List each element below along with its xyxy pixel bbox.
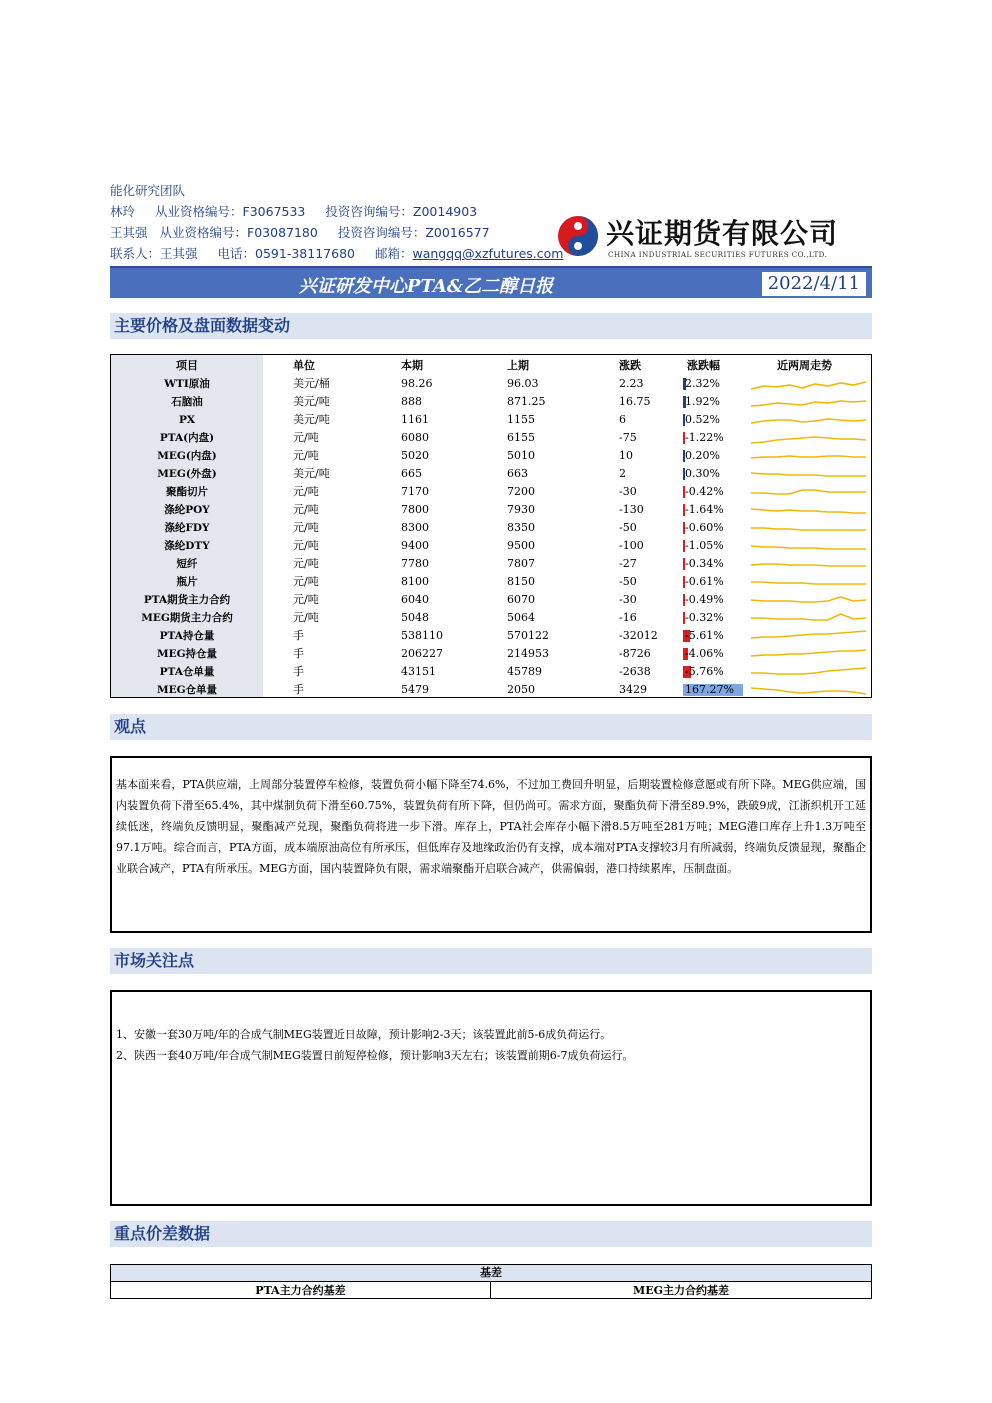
analyst-name: 林玲: [110, 204, 136, 219]
previous-value: 8350: [507, 521, 535, 534]
consult-label: 投资咨询编号：: [325, 204, 413, 219]
pct-cell: [683, 519, 745, 537]
current-value: 9400: [401, 539, 429, 552]
previous-value: 7200: [507, 485, 535, 498]
section-view-header: 观点: [110, 714, 872, 740]
current-value: 665: [401, 467, 422, 480]
current-value: 8300: [401, 521, 429, 534]
trend-cell: [749, 393, 869, 411]
cert-label: 从业资格编号：: [155, 204, 243, 219]
previous-value: 2050: [507, 683, 535, 696]
item-name: MEG仓单量: [156, 684, 218, 696]
current-value: 7800: [401, 503, 429, 516]
trend-sparkline: [749, 682, 869, 698]
table-row: [111, 375, 871, 393]
logo-english-name: CHINA INDUSTRIAL SECURITIES FUTURES CO.,LTD.: [608, 250, 828, 259]
table-row: [111, 411, 871, 429]
pct-text: 1.92%: [685, 395, 720, 408]
current-value: 6080: [401, 431, 429, 444]
table-row: [111, 537, 871, 555]
change-value: -32012: [619, 629, 658, 642]
pct-cell: [683, 645, 745, 663]
pct-cell: [683, 573, 745, 591]
pct-text: -0.42%: [685, 485, 724, 498]
pct-cell: [683, 555, 745, 573]
trend-cell: [749, 483, 869, 501]
header-previous: 上期: [507, 359, 529, 372]
phone-label: 电话：: [217, 246, 256, 261]
trend-sparkline: [749, 430, 869, 446]
section-prices-header: 主要价格及盘面数据变动: [110, 313, 872, 339]
pct-cell: [683, 537, 745, 555]
trend-cell: [749, 555, 869, 573]
change-value: -8726: [619, 647, 651, 660]
report-title-bar: [110, 266, 872, 298]
unit-cell: 美元/桶: [293, 377, 330, 390]
pct-cell: [683, 447, 745, 465]
current-value: 98.26: [401, 377, 433, 390]
pct-text: 2.32%: [685, 377, 720, 390]
trend-cell: [749, 411, 869, 429]
previous-value: 570122: [507, 629, 549, 642]
focus-item-1: 1、安徽一套30万吨/年的合成气制MEG装置近日故障，预计影响2-3天；该装置此前5-6成负荷运行。: [116, 1028, 612, 1041]
item-name: 涤纶POY: [164, 504, 210, 516]
unit-cell: 元/吨: [293, 575, 319, 588]
item-name: PX: [178, 414, 196, 426]
previous-value: 6155: [507, 431, 535, 444]
table-header-row: [111, 357, 871, 375]
report-date: 2022/4/11: [762, 272, 866, 296]
trend-sparkline: [749, 520, 869, 536]
analyst-name: 王其强: [110, 225, 148, 240]
trend-cell: [749, 609, 869, 627]
change-value: 6: [619, 413, 626, 426]
contact-name: 王其强: [160, 246, 198, 261]
change-value: 10: [619, 449, 633, 462]
unit-cell: 元/吨: [293, 503, 319, 516]
trend-cell: [749, 627, 869, 645]
trend-sparkline: [749, 538, 869, 554]
pct-text: -1.05%: [685, 539, 724, 552]
pct-text: -0.49%: [685, 593, 724, 606]
analyst-row-2: [110, 222, 563, 243]
table-row: [111, 645, 871, 663]
unit-cell: 手: [293, 647, 304, 660]
focus-item-2: 2、陕西一套40万吨/年合成气制MEG装置日前短停检修，预计影响3天左右；该装置前期6-7成负荷运行。: [116, 1049, 634, 1062]
item-name: MEG期货主力合约: [141, 612, 233, 624]
current-value: 1161: [401, 413, 429, 426]
basis-table: [110, 1264, 872, 1299]
item-name: PTA期货主力合约: [143, 594, 231, 606]
consult-label: 投资咨询编号：: [337, 225, 426, 240]
pct-cell: [683, 429, 745, 447]
unit-cell: 元/吨: [293, 485, 319, 498]
previous-value: 663: [507, 467, 528, 480]
company-logo-icon: [556, 214, 600, 258]
change-value: 2.23: [619, 377, 644, 390]
team-name: 能化研究团队: [110, 183, 186, 198]
current-value: 7780: [401, 557, 429, 570]
trend-sparkline: [749, 448, 869, 464]
unit-cell: 元/吨: [293, 449, 319, 462]
unit-cell: 元/吨: [293, 557, 319, 570]
change-value: -16: [619, 611, 637, 624]
item-name: 涤纶DTY: [164, 540, 210, 552]
email-link[interactable]: wangqq@xzfutures.com: [412, 246, 564, 261]
table-row: [111, 681, 871, 699]
table-row: [111, 447, 871, 465]
item-name: PTA仓单量: [159, 666, 215, 678]
trend-sparkline: [749, 484, 869, 500]
trend-sparkline: [749, 592, 869, 608]
pct-cell: [683, 681, 745, 699]
pct-cell: [683, 501, 745, 519]
previous-value: 6070: [507, 593, 535, 606]
previous-value: 5010: [507, 449, 535, 462]
pct-text: -0.32%: [685, 611, 724, 624]
contact-label: 联系人：: [110, 246, 161, 261]
logo-chinese-name: 兴证期货有限公司: [606, 217, 839, 250]
current-value: 8100: [401, 575, 429, 588]
trend-cell: [749, 681, 869, 699]
basis-title: 基差: [111, 1265, 871, 1282]
section-focus-header: 市场关注点: [110, 948, 872, 974]
item-name: MEG持仓量: [156, 648, 218, 660]
trend-sparkline: [749, 664, 869, 680]
pct-cell: [683, 591, 745, 609]
pct-cell: [683, 375, 745, 393]
item-name: 短纤: [176, 558, 198, 570]
trend-sparkline: [749, 628, 869, 644]
change-value: -50: [619, 575, 637, 588]
pct-cell: [683, 465, 745, 483]
unit-cell: 手: [293, 629, 304, 642]
analyst-row-1: [110, 201, 563, 222]
cert-number: F03087180: [247, 225, 318, 240]
item-name: PTA持仓量: [159, 630, 215, 642]
table-row: [111, 627, 871, 645]
item-name: WTI原油: [164, 378, 210, 390]
trend-cell: [749, 447, 869, 465]
trend-sparkline: [749, 502, 869, 518]
current-value: 538110: [401, 629, 443, 642]
change-value: -100: [619, 539, 644, 552]
item-name: PTA(内盘): [159, 432, 215, 444]
change-value: -130: [619, 503, 644, 516]
table-row: [111, 573, 871, 591]
pct-text: -5.61%: [685, 629, 724, 642]
previous-value: 45789: [507, 665, 542, 678]
table-row: [111, 393, 871, 411]
trend-sparkline: [749, 412, 869, 428]
item-name: MEG(内盘): [157, 450, 217, 462]
contact-row: [110, 243, 563, 264]
pct-text: -4.06%: [685, 647, 724, 660]
item-name: 聚酯切片: [166, 486, 208, 498]
basis-meg-header: MEG主力合约基差: [633, 1284, 729, 1297]
header-item: 项目: [176, 359, 198, 372]
pct-text: -1.22%: [685, 431, 724, 444]
header-pct: 涨跌幅: [687, 359, 720, 372]
current-value: 5020: [401, 449, 429, 462]
table-row: [111, 429, 871, 447]
change-value: -75: [619, 431, 637, 444]
previous-value: 96.03: [507, 377, 539, 390]
unit-cell: 手: [293, 683, 304, 696]
unit-cell: 元/吨: [293, 431, 319, 444]
unit-cell: 元/吨: [293, 521, 319, 534]
email-label: 邮箱：: [374, 246, 413, 261]
table-row: [111, 501, 871, 519]
unit-cell: 元/吨: [293, 539, 319, 552]
unit-cell: 美元/吨: [293, 467, 330, 480]
header-change: 涨跌: [619, 359, 641, 372]
trend-sparkline: [749, 466, 869, 482]
current-value: 7170: [401, 485, 429, 498]
trend-cell: [749, 537, 869, 555]
table-row: [111, 609, 871, 627]
current-value: 43151: [401, 665, 436, 678]
change-value: -30: [619, 485, 637, 498]
table-row: [111, 465, 871, 483]
table-row: [111, 483, 871, 501]
unit-cell: 元/吨: [293, 593, 319, 606]
pct-text: 0.30%: [685, 467, 720, 480]
unit-cell: 美元/吨: [293, 413, 330, 426]
trend-sparkline: [749, 376, 869, 392]
change-value: -30: [619, 593, 637, 606]
pct-text: -1.64%: [685, 503, 724, 516]
trend-sparkline: [749, 556, 869, 572]
unit-cell: 美元/吨: [293, 395, 330, 408]
pct-text: -0.60%: [685, 521, 724, 534]
table-row: [111, 591, 871, 609]
view-box: [110, 756, 872, 933]
team-info: [110, 180, 563, 264]
cert-label: 从业资格编号：: [159, 225, 248, 240]
consult-number: Z0016577: [425, 225, 490, 240]
change-value: 2: [619, 467, 626, 480]
unit-cell: 手: [293, 665, 304, 678]
cert-number: F3067533: [242, 204, 306, 219]
consult-number: Z0014903: [412, 204, 478, 219]
item-name: MEG(外盘): [157, 468, 217, 480]
pct-cell: [683, 411, 745, 429]
current-value: 5479: [401, 683, 429, 696]
section-spread-header: 重点价差数据: [110, 1221, 872, 1247]
trend-cell: [749, 663, 869, 681]
trend-sparkline: [749, 646, 869, 662]
previous-value: 7930: [507, 503, 535, 516]
current-value: 206227: [401, 647, 443, 660]
change-value: 3429: [619, 683, 647, 696]
trend-cell: [749, 429, 869, 447]
header-unit: 单位: [293, 359, 315, 372]
pct-text: 0.20%: [685, 449, 720, 462]
trend-cell: [749, 519, 869, 537]
pct-cell: [683, 627, 745, 645]
pct-cell: [683, 663, 745, 681]
change-value: -27: [619, 557, 637, 570]
pct-cell: [683, 483, 745, 501]
pct-text: -0.34%: [685, 557, 724, 570]
pct-text: 0.52%: [685, 413, 720, 426]
trend-sparkline: [749, 610, 869, 626]
pct-text: -0.61%: [685, 575, 724, 588]
trend-cell: [749, 501, 869, 519]
pct-cell: [683, 609, 745, 627]
previous-value: 7807: [507, 557, 535, 570]
header-trend: 近两周走势: [777, 359, 832, 372]
previous-value: 8150: [507, 575, 535, 588]
unit-cell: 元/吨: [293, 611, 319, 624]
previous-value: 1155: [507, 413, 535, 426]
basis-pta-header: PTA主力合约基差: [111, 1282, 491, 1299]
previous-value: 214953: [507, 647, 549, 660]
trend-cell: [749, 591, 869, 609]
pct-text: 167.27%: [685, 683, 734, 696]
change-value: -50: [619, 521, 637, 534]
item-name: 瓶片: [176, 576, 198, 588]
header-current: 本期: [401, 359, 423, 372]
pct-text: -5.76%: [685, 665, 724, 678]
company-logo: [556, 210, 872, 264]
item-name: 涤纶FDY: [164, 522, 210, 534]
previous-value: 9500: [507, 539, 535, 552]
phone-number: 0591-38117680: [255, 246, 355, 261]
previous-value: 871.25: [507, 395, 546, 408]
pct-cell: [683, 393, 745, 411]
current-value: 888: [401, 395, 422, 408]
table-row: [111, 663, 871, 681]
trend-sparkline: [749, 394, 869, 410]
current-value: 5048: [401, 611, 429, 624]
trend-sparkline: [749, 574, 869, 590]
focus-box: [110, 990, 872, 1206]
view-text: 基本面来看，PTA供应端，上周部分装置停车检修，装置负荷小幅下降至74.6%，不过加工费回升明显，后期装置检修意愿或有所下降。MEG供应端，国内装置负荷下滑至65.4%，其中煤制负荷下滑至60.75%，装置负荷有所下降，但仍尚可。需求方面，聚酯负荷下滑至89.9%，跌破9成，江浙织机开工延续低迷，终端负反馈明显，聚酯减产兑现，聚酯负荷将进一步下滑。库存上，PTA社会库存小幅下滑8.5万吨至281万吨；MEG港口库存上升1.3万吨至97.1万吨。综合而言，PTA方面，成本端原油高位有所承压，但低库存及地缘政治仍有支撑，成本端对PTA支撑较3月有所减弱，终端负反馈显现，聚酯企业联合减产，PTA有所承压。MEG方面，国内装置降负有限，需求端聚酯开启联合减产，供需偏弱，港口持续累库，压制盘面。: [116, 778, 866, 875]
table-row: [111, 519, 871, 537]
item-name: 石脑油: [171, 396, 203, 408]
table-row: [111, 555, 871, 573]
change-value: -2638: [619, 665, 651, 678]
trend-cell: [749, 375, 869, 393]
current-value: 6040: [401, 593, 429, 606]
previous-value: 5064: [507, 611, 535, 624]
basis-columns: [111, 1282, 871, 1299]
change-value: 16.75: [619, 395, 651, 408]
report-title: 兴证研发中心PTA&乙二醇日报: [298, 276, 554, 297]
trend-cell: [749, 573, 869, 591]
trend-cell: [749, 465, 869, 483]
trend-cell: [749, 645, 869, 663]
price-table: [110, 354, 872, 698]
